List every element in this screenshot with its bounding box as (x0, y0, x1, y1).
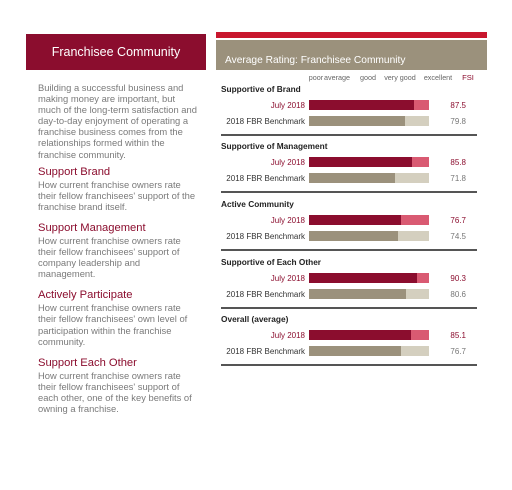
category-title: Overall (average) (221, 314, 289, 324)
bar-remainder (406, 289, 429, 299)
left-panel-header (26, 34, 206, 70)
bar-remainder (414, 100, 429, 110)
july-2018-bar (309, 215, 401, 225)
july-2018-bar (309, 100, 414, 110)
section-support-management (38, 222, 198, 279)
bar-remainder (411, 330, 429, 340)
series-label: July 2018 (270, 216, 305, 225)
section-support-brand (38, 166, 198, 212)
chart-accent-strip (216, 32, 487, 38)
section-title: Support Management (38, 221, 146, 234)
group-divider (221, 191, 477, 193)
series-label: 2018 FBR Benchmark (226, 117, 305, 126)
value-label: 76.7 (450, 216, 466, 225)
section-support-each-other (38, 357, 198, 414)
section-text: How current franchise owners rate their fellow franchisees' own level of participation within the franchise community. (38, 302, 188, 347)
intro-paragraph: Building a successful business and making money are important, but much of the long-term satisfaction and day-to-day enjoyment of operating a franchise business comes from the relationships formed within the franchise community. (38, 82, 197, 160)
section-text: How current franchise owners rate their fellow franchisees' support of the franchise brand itself. (38, 178, 196, 212)
category-title: Supportive of Brand (221, 84, 301, 94)
series-label: July 2018 (270, 331, 305, 340)
value-label: 71.8 (450, 174, 466, 183)
category-title: Active Community (221, 199, 294, 209)
section-title: Actively Participate (38, 289, 133, 302)
group-divider (221, 364, 477, 366)
series-label: July 2018 (270, 158, 305, 167)
scale-label: good (360, 73, 376, 82)
chart-header (216, 40, 487, 70)
series-label: July 2018 (270, 274, 305, 283)
left-panel-body (38, 82, 198, 424)
category-title: Supportive of Each Other (221, 257, 322, 267)
july-2018-bar (309, 157, 412, 167)
value-label: 90.3 (450, 274, 466, 283)
value-label: 85.1 (450, 331, 466, 340)
july-2018-bar (309, 330, 411, 340)
group-divider (221, 307, 477, 309)
scale-label: excellent (423, 73, 453, 82)
left-panel-title: Franchisee Community (51, 45, 181, 59)
bar-remainder (412, 157, 429, 167)
benchmark-bar (309, 289, 406, 299)
value-label: 79.8 (450, 117, 466, 126)
benchmark-bar (309, 231, 398, 241)
series-label: July 2018 (270, 101, 305, 110)
section-actively-participate (38, 289, 198, 346)
value-label: 80.6 (450, 290, 466, 299)
section-title: Support Each Other (38, 356, 137, 369)
series-label: 2018 FBR Benchmark (226, 290, 305, 299)
series-label: 2018 FBR Benchmark (226, 232, 305, 241)
fsi-column-label: FSI (462, 73, 474, 82)
benchmark-bar (309, 116, 405, 126)
section-title: Support Brand (38, 165, 111, 178)
bar-remainder (401, 346, 429, 356)
value-label: 85.8 (450, 158, 466, 167)
bar-remainder (401, 215, 429, 225)
value-label: 74.5 (450, 232, 466, 241)
series-label: 2018 FBR Benchmark (226, 174, 305, 183)
benchmark-bar (309, 346, 401, 356)
value-label: 87.5 (450, 101, 466, 110)
category-title: Supportive of Management (221, 141, 328, 151)
july-2018-bar (309, 273, 417, 283)
benchmark-bar (309, 173, 395, 183)
bar-remainder (405, 116, 429, 126)
series-label: 2018 FBR Benchmark (226, 347, 305, 356)
scale-label: poor (308, 73, 324, 82)
group-divider (221, 134, 477, 136)
value-label: 76.7 (450, 347, 466, 356)
section-text: How current franchise owners rate their fellow franchisees' support of each other, one of the key benefits of owning a franchise. (38, 369, 192, 414)
chart-title: Average Rating: Franchisee Community (225, 55, 406, 66)
section-text: How current franchise owners rate their fellow franchisees' support of company leadership and management. (38, 234, 181, 280)
bar-remainder (398, 231, 429, 241)
bar-remainder (417, 273, 429, 283)
scale-label: very good (384, 73, 416, 82)
bar-remainder (395, 173, 429, 183)
group-divider (221, 249, 477, 251)
scale-label: average (324, 73, 350, 82)
